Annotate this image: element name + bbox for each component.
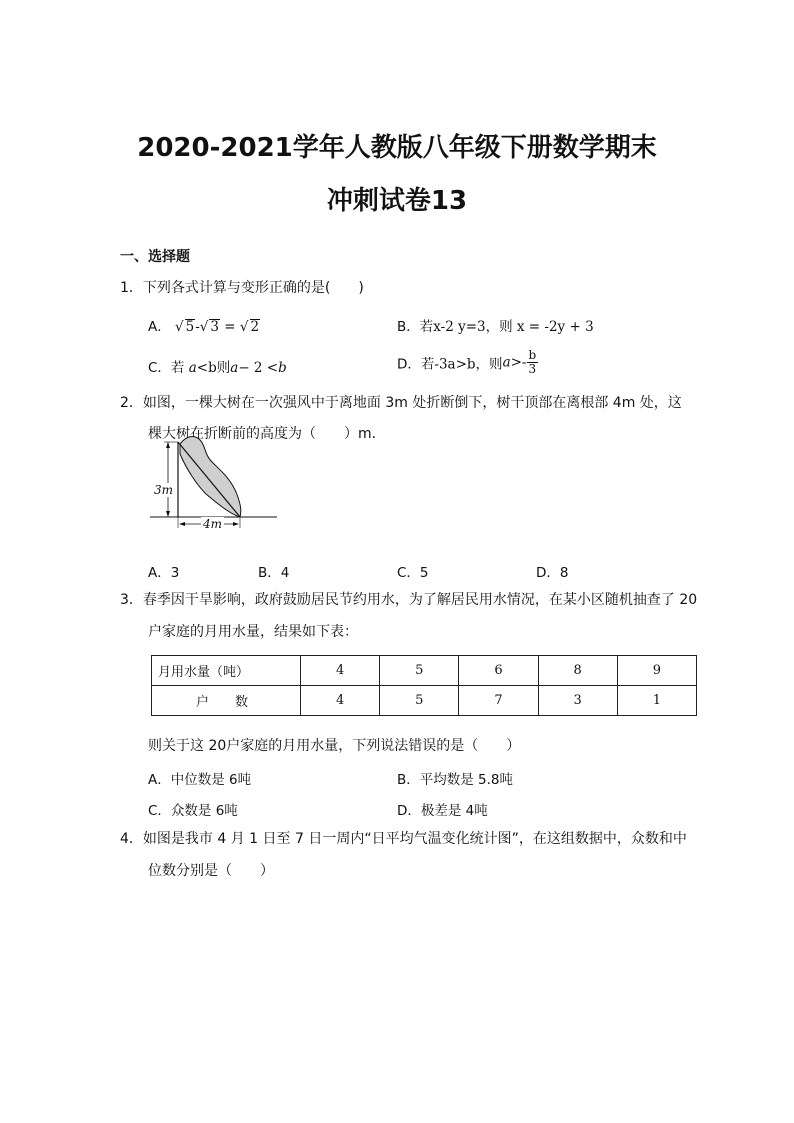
label-4m: 4m [203, 517, 223, 531]
q1-a-expression: √ 5-√ 3 = √ 2 [175, 319, 260, 335]
question-3-prompt: 则关于这 20户家庭的月用水量，下列说法错误的是（ ） [148, 738, 521, 754]
table-cell: 4 [301, 686, 380, 716]
page-title-line2: 冲刺试卷13 [326, 186, 468, 216]
q3-option-a: A．中位数是 6吨 [148, 772, 252, 788]
table-row [152, 686, 697, 716]
section-heading: 一、选择题 [120, 249, 190, 265]
table-cell: 9 [617, 656, 696, 686]
page-title: 2020-2021学年人教版八年级下册数学期末 [137, 133, 657, 163]
question-4-stem-line1: 4．如图是我市 4 月 1 日至 7 日一周内“日平均气温变化统计图”，在这组数据中，众数和中 [120, 831, 687, 847]
table-cell: 5 [380, 686, 459, 716]
label-3m: 3m [154, 483, 174, 497]
q1-option-b: B．若x-2 y=3，则 x = -2y + 3 [397, 319, 594, 335]
q3-option-b: B．平均数是 5.8吨 [397, 772, 514, 788]
table-cell: 8 [538, 656, 617, 686]
table-cell: 4 [301, 656, 380, 686]
q1-option-d: D．若-3a>b，则a>- $\frac{b}{3}$ [397, 348, 537, 376]
question-1-stem: 1．下列各式计算与变形正确的是( ) [120, 280, 364, 296]
q2-option-c: C．5 [397, 565, 429, 581]
table-cell: 1 [617, 686, 696, 716]
question-2-stem-line2: 棵大树在折断前的高度为（ ）m． [148, 426, 386, 442]
q2-option-b: B．4 [258, 565, 290, 581]
question-3-stem-line1: 3．春季因干旱影响，政府鼓励居民节约用水，为了解居民用水情况，在某小区随机抽查了 20 [120, 592, 698, 608]
table-cell: 7 [459, 686, 538, 716]
broken-tree-figure [150, 432, 280, 536]
q2-option-d: D．8 [536, 565, 569, 581]
question-3-stem-line2: 户家庭的月用水量，结果如下表： [148, 624, 358, 640]
table-header-cell: 户 数 [152, 686, 301, 716]
table-cell: 5 [380, 656, 459, 686]
q3-option-d: D．极差是 4吨 [397, 803, 488, 819]
question-4-stem-line2: 位数分别是（ ） [148, 863, 274, 879]
table-header-cell: 月用水量（吨） [152, 656, 301, 686]
table-cell: 6 [459, 656, 538, 686]
q3-option-c: C．众数是 6吨 [148, 803, 238, 819]
q2-option-a: A．3 [148, 565, 180, 581]
table-cell: 3 [538, 686, 617, 716]
q1-option-a: A． √ 5-√ 3 = √ 2 [148, 319, 260, 335]
question-2-stem-line1: 2．如图，一棵大树在一次强风中于离地面 3m 处折断倒下，树干顶部在离根部 4m 处，这 [120, 395, 682, 411]
water-usage-table [151, 655, 697, 716]
table-row [152, 656, 697, 686]
q1-option-c: C．若 a<b则a− 2 <b [148, 360, 287, 376]
